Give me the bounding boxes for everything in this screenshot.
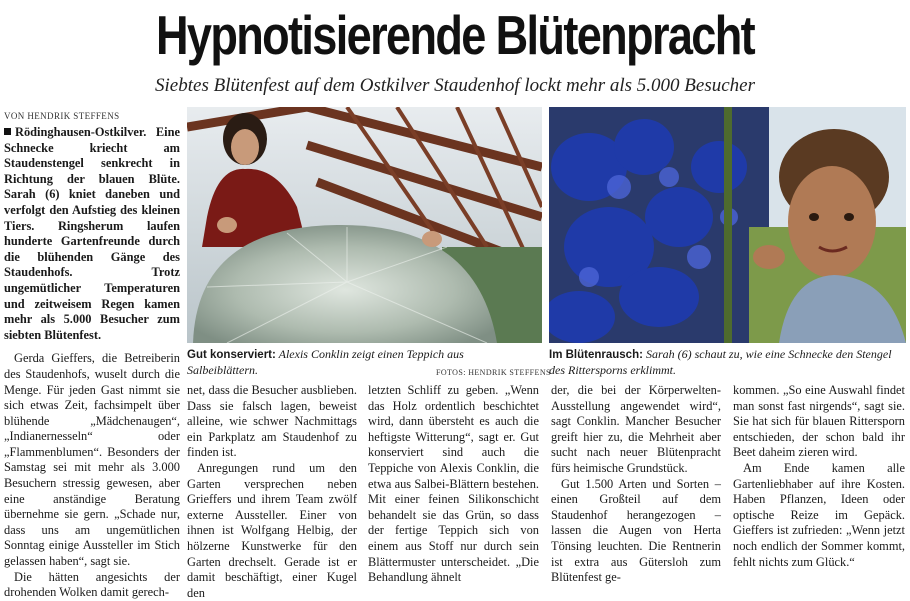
caption-2-label: Im Blütenrausch: xyxy=(549,349,643,361)
body-paragraph: net, dass die Besucher ausblieben. Dass sie falsch lagen, beweist alleine, wie schwer Nachmittags ein Parkplatz am Staudenhof zu finden ist. xyxy=(187,383,357,460)
article-column-3 xyxy=(368,383,539,586)
body-paragraph: Am Ende kamen alle Gartenliebhaber auf ihre Kosten. Haben Pflanzen, Ideen oder optische Reize im Gepäck. Gieffers ist zufrieden: „Wenn jetzt noch endlich der Sommer kommt, fehlt nichts zum Glück.“ xyxy=(733,460,905,569)
caption-1-text: Alexis Conklin zeigt einen Teppich aus Salbeiblättern. xyxy=(187,347,464,377)
lead-paragraph xyxy=(4,125,180,343)
headline: Hypnotisierende Blütenpracht xyxy=(155,4,755,66)
photo-girl-delphinium xyxy=(549,107,906,343)
photo-credit: FOTOS: HENDRIK STEFFENS xyxy=(436,368,551,377)
carpet-photo-graphic xyxy=(187,107,542,343)
delphinium-photo-graphic xyxy=(549,107,906,343)
article-column-2 xyxy=(187,383,357,601)
photo-sage-carpet xyxy=(187,107,542,343)
body-paragraph: der, die bei der Körperwelten-Ausstellung angewendet wird“, sagt Conklin. Mancher Besucher greift hier zu, die Mehrheit aber sucht nach neuer Blütenpracht fürs heimische Grundstück. xyxy=(551,383,721,475)
byline: VON HENDRIK STEFFENS xyxy=(4,111,120,121)
body-paragraph: Gut 1.500 Arten und Sorten – einen Großteil auf dem Staudenhof herangezogen – lassen die Augen von Herta Tönsing leuchten. Die Rentnerin ist extra aus Gütersloh zum Blütenfest ge- xyxy=(551,476,721,585)
square-bullet-icon xyxy=(4,128,11,135)
body-paragraph: letzten Schliff zu geben. „Wenn das Holz ordentlich beschichtet wird, dann übersteht es auch die heftigste Witterung“, sagt er. Gut konserviert sind auch die Teppiche von Alexis Conklin, die etwa aus Salbei-Blättern bestehen. Mit einer feinen Silikonschicht behandelt sie das Grün, so dass der fertige Teppich sich von einem aus Stoff nur durch sein Blättermuster unterscheidet. „Die Behandlung ähnelt xyxy=(368,383,539,585)
subheadline: Siebtes Blütenfest auf dem Ostkilver Staudenhof lockt mehr als 5.000 Besucher xyxy=(155,75,755,96)
body-paragraph: Anregungen rund um den Garten versprechen neben Grieffers und ihrem Team zwölf externe Aussteller. Einer von ihnen ist Wolfgang Helbig, der hölzerne Kunstwerke für den Garten drechselt. Gerade ist er damit beschäftigt, einer Kugel den xyxy=(187,460,357,600)
body-paragraph: kommen. „So eine Auswahl findet man sonst fast nirgends“, sagt sie. Sie hat sich für blauen Rittersporn entschieden, der schon bald ihr Beet daheim zieren wird. xyxy=(733,383,905,460)
article-column-4 xyxy=(551,383,721,586)
photo-caption-2 xyxy=(549,347,899,378)
body-paragraph: Gerda Gieffers, die Betreiberin des Staudenhofs, wuselt durch die Menge. Für jeden Gast nimmt sie sich etwas Zeit, fachsimpelt über blühende „Mädchenaugen“, „Indianernesseln“ oder „Flammenblumen“. Besonders der Samstag sei mit mehr als 3.000 Besuchern stressig gewesen, aber eine anständige Beratung übernehme sie gern. „Schade nur, dass uns am ungemütlichen Sonntag einige Aussteller im Stich gelassen haben“, sagt sie. xyxy=(4,351,180,569)
article-column-1 xyxy=(4,125,180,601)
caption-1-label: Gut konserviert: xyxy=(187,349,276,361)
lead-text: Rödinghausen-Ostkilver. Eine Schnecke kriecht am Staudenstengel senkrecht in Richtung der blauen Blüte. Sarah (6) kniet daneben und verfolgt den Aufstieg des kleinen Tiers. Ringsherum laufen hunderte Gartenfreunde durch die blühenden Gänge des Staudenhofs. Trotz ungemütlicher Temperaturen und zeitweisem Regen kamen mehr als 5.000 Besucher zum siebten Blütenfest. xyxy=(4,125,180,342)
caption-2-text: Sarah (6) schaut zu, wie eine Schnecke den Stengel des Rittersporns erklimmt. xyxy=(549,347,892,377)
body-paragraph: Die hätten angesichts der drohenden Wolken damit gerech- xyxy=(4,569,180,600)
article-column-5 xyxy=(733,383,905,570)
